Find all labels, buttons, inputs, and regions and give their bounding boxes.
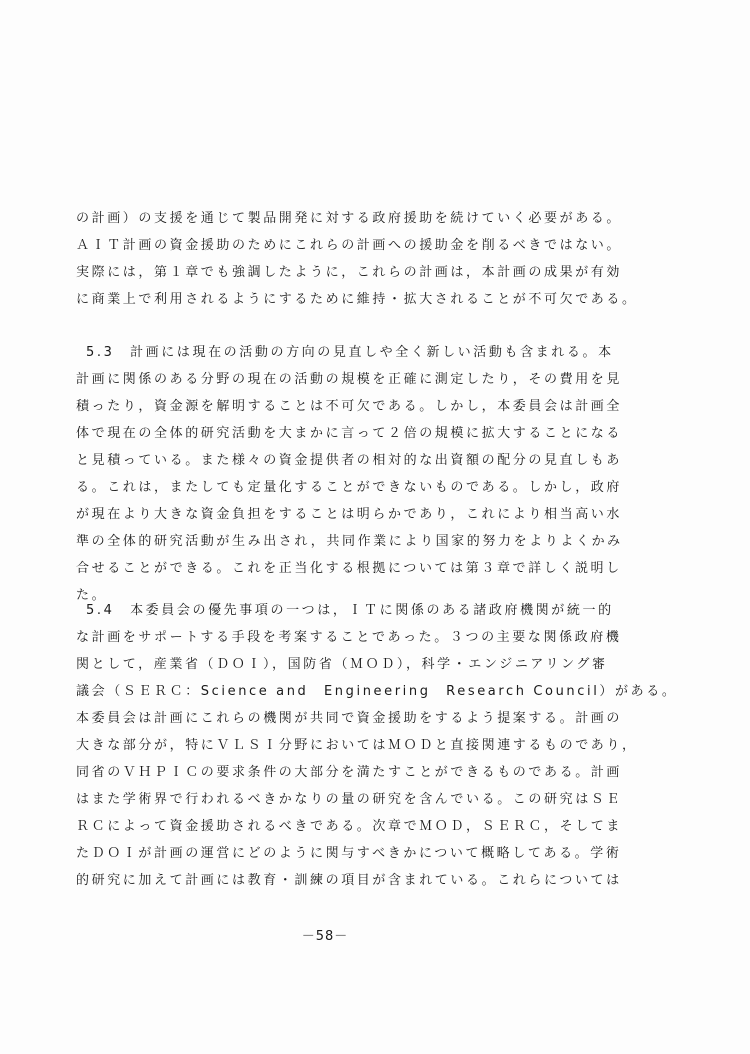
paragraph-5-4	[76, 597, 678, 894]
text-line: 5.3 計画には現在の活動の方向の見直しや全く新しい活動も含まれる。本	[86, 345, 614, 360]
text-line: 計画に関係のある分野の現在の活動の規模を正確に測定したり，その費用を見	[76, 372, 623, 387]
text-line: ＡＩＴ計画の資金援助のためにこれらの計画への援助金を削るべきではない。	[76, 238, 623, 253]
text-line: と見積っている。また様々の資金提供者の相対的な出資額の配分の見直しもあ	[76, 453, 623, 468]
paragraph-continuation	[76, 205, 638, 313]
text-line: 実際には，第１章でも強調したように，これらの計画は，本計画の成果が有効	[76, 265, 623, 280]
page-number: －58－	[301, 929, 349, 944]
text-line: たＤＯＩが計画の運営にどのように関与すべきかについて概略してある。学術	[76, 846, 622, 861]
text-line: 5.4 本委員会の優先事項の一つは，ＩＴに関係のある諸政府機関が統一的	[86, 603, 614, 618]
text-line: に商業上で利用されるようにするために維持・拡大されることが不可欠である。	[76, 292, 638, 307]
text-line: 本委員会は計画にこれらの機関が共同で資金援助をするよう提案する。計画の	[76, 711, 623, 726]
text-line: 体で現在の全体的研究活動を大まかに言って２倍の規模に拡大することになる	[76, 426, 623, 441]
text-line: 積ったり，資金源を解明することは不可欠である。しかし，本委員会は計画全	[76, 399, 623, 414]
text-line: な計画をサポートする手段を考案することであった。３つの主要な関係政府機	[76, 630, 622, 645]
text-line: る。これは，またしても定量化することができないものである。しかし，政府	[76, 480, 623, 495]
text-line: 同省のＶＨＰＩＣの要求条件の大部分を満たすことができるものである。計画	[76, 765, 623, 780]
text-line: 準の全体的研究活動が生み出され，共同作業により国家的努力をよりよくかみ	[76, 534, 623, 549]
text-line: た。	[76, 588, 108, 603]
text-line: 合せることができる。これを正当化する根拠については第３章で詳しく説明し	[76, 561, 622, 576]
text-line: の計画）の支援を通じて製品開発に対する政府援助を続けていく必要がある。	[76, 211, 623, 226]
text-line: ＲＣによって資金援助されるべきである。次章でＭＯＤ，ＳＥＲＣ，そしてま	[76, 819, 623, 834]
text-line: 的研究に加えて計画には教育・訓練の項目が含まれている。これらについては	[76, 873, 622, 888]
text-line: 大きな部分が，特にＶＬＳＩ分野においてはＭＯＤと直接関連するものであり，	[76, 738, 638, 753]
text-line: が現在より大きな資金負担をすることは明らかであり，これにより相当高い水	[76, 507, 623, 522]
text-line: はまた学術界で行われるべきかなりの量の研究を含んでいる。この研究はＳＥ	[76, 792, 623, 807]
text-line: 関として，産業省（ＤＯＩ），国防省（ＭＯＤ），科学・エンジニアリング審	[76, 657, 608, 672]
paragraph-5-3	[76, 339, 623, 609]
text-line: 議会（ＳＥＲＣ：Science and Engineering Research Council）がある。	[76, 684, 678, 699]
